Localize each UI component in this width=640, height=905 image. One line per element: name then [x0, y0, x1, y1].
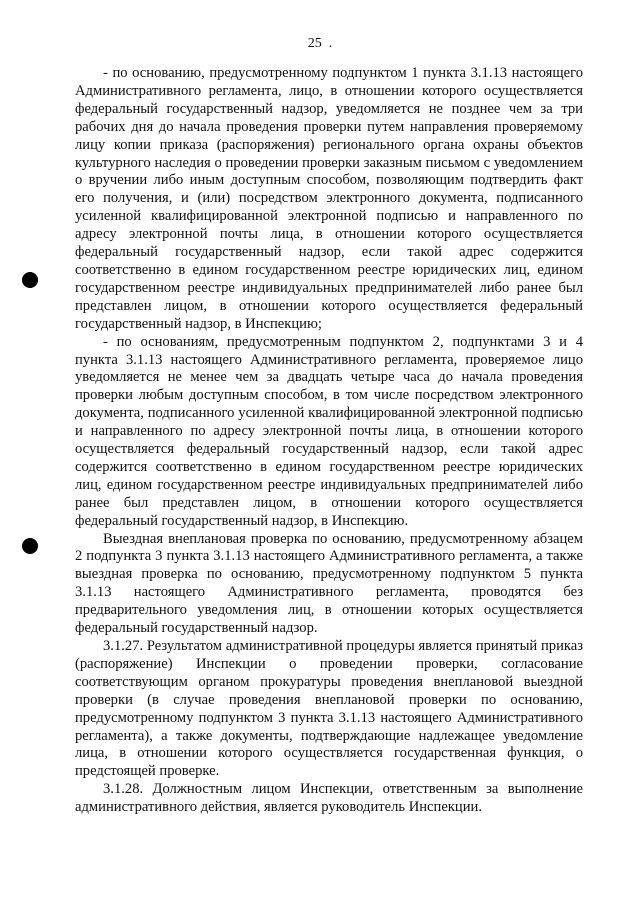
page-number — [0, 36, 640, 52]
paragraph-unannounced-inspection: Выездная внеплановая проверка по основанию, предусмотренному абзацем 2 подпункта 3 пункта 3.1.13 настоящего Административного регламента, а также выездная проверка по основанию, предусмотренному подпунктом 5 пункта 3.1.13 настоящего Административного регламента, проводятся без предварительного уведомления лиц, в отношении которых осуществляется федеральный государственный надзор. — [75, 530, 583, 637]
page-number-mark: . — [328, 36, 333, 51]
document-body — [75, 65, 583, 817]
paragraph-3-1-27: 3.1.27. Результатом административной процедуры является принятый приказ (распоряжение) Инспекции о проведении проверки, согласование соответствующим органом прокуратуры проведения внеплановой выездной проверки (в случае проведения внеплановой проверки по основанию, предусмотренному подпунктом 3 пункта 3.1.13 настоящего Административного регламента), а также документы, подтверждающие надлежащее уведомление лица, в отношении которого осуществляется государственная функция, о предстоящей проверке. — [75, 638, 583, 780]
page-number-value: 25 — [307, 36, 322, 51]
paragraph-notice-by-subpoints-2-4: - по основаниям, предусмотренным подпунктом 2, подпунктами 3 и 4 пункта 3.1.13 настоящего Административного регламента, проверяемое лицо уведомляется не менее чем за двадцать четыре часа до начала проведения проверки любым доступным способом, в том числе посредством электронного документа, подписанного усиленной квалифицированной электронной подписью и направленного по адресу электронной почты лица, в отношении которого осуществляется федеральный государственный надзор, если такой адрес содержится соответственно в едином государственном реестре юридических лиц, едином государственном реестре индивидуальных предпринимателей либо ранее был представлен лицом, в отношении которого осуществляется федеральный государственный надзор, в Инспекцию. — [75, 333, 583, 529]
binder-hole-mark — [22, 272, 38, 288]
paragraph-notice-by-subpoint-1: - по основанию, предусмотренному подпунктом 1 пункта 3.1.13 настоящего Административного регламента, лицо, в отношении которого осуществляется федеральный государственный надзор, уведомляется не позднее чем за три рабочих дня до начала проведения проверки путем направления проверяемому лицу копии приказа (распоряжения) регионального органа охраны объектов культурного наследия о проведении проверки заказным письмом с уведомлением о вручении либо иным доступным способом, позволяющим подтвердить факт его получения, и (или) посредством электронного документа, подписанного усиленной квалифицированной электронной подписью и направленного по адресу электронной почты лица, в отношении которого осуществляется федеральный государственный надзор, если такой адрес содержится соответственно в едином государственном реестре юридических лиц, едином государственном реестре индивидуальных предпринимателей либо ранее был представлен лицом, в отношении которого осуществляется федеральный государственный надзор, в Инспекцию; — [75, 65, 583, 332]
paragraph-3-1-28: 3.1.28. Должностным лицом Инспекции, ответственным за выполнение административного действия, является руководитель Инспекции. — [75, 781, 583, 816]
binder-hole-mark — [22, 538, 38, 554]
